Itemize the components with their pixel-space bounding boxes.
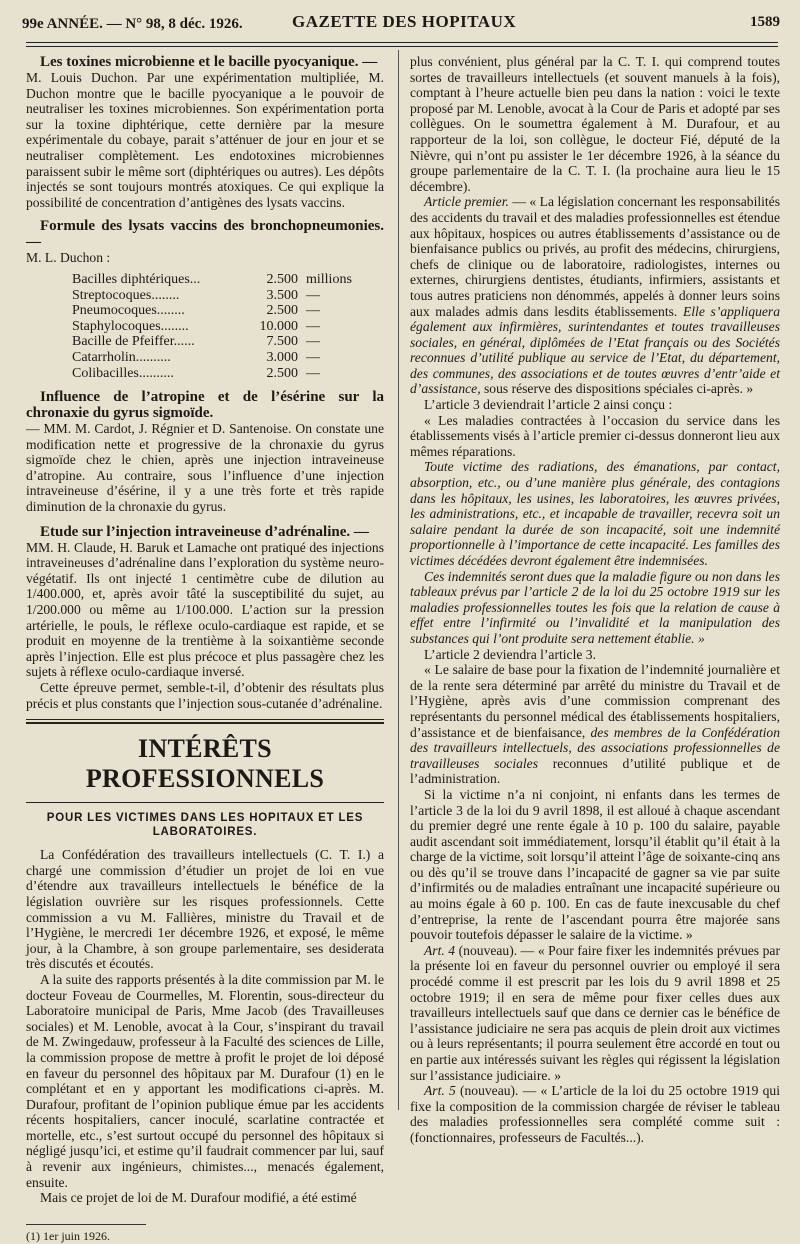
lysats-row: Bacille de Pfeiffer...... 7.500 —	[72, 334, 320, 350]
paragraph-maladies: « Les maladies contractées à l’occasion du service dans les établissements visés à l’article premier ci-dessus donneront lieu aux mêmes réparations.	[410, 412, 780, 459]
lysats-row: Staphylocoques........ 10.000 —	[72, 318, 320, 334]
paragraph-art-5: Art. 5 (nouveau). — « L’article de la loi du 25 octobre 1919 qui fixe la composition de la commission chargée de réviser le tableau des maladies professionnelles sera complété comme suit : (fonctionnaires, professeurs de Facultés...).	[410, 1083, 780, 1145]
lysats-row: Bacilles diphtériques... 2.500 millions	[72, 271, 352, 287]
lysats-row: Pneumocoques........ 2.500 —	[72, 303, 320, 319]
lysats-row: Colibacilles.......... 2.500 —	[72, 365, 320, 381]
article-title-atropine: Influence de l’atropine et de l’ésérine sur la chronaxie du gyrus sigmoïde.	[26, 389, 384, 422]
footnote-rule	[26, 1224, 146, 1225]
paragraph-art-4: Art. 4 (nouveau). — « Pour faire fixer les indemnités prévues par la présente loi en faveur du personnel ouvrier ou employé il sera procédé comme il est prescrit par les lois du 9 avril 1898 et 25 octobre 1919; il en sera de même pour fixer celles dues aux travailleurs intellectuels sauf que dans ce dernier cas le bénéfice de l’assistance judiciaire ne sera pas acquis de plein droit aux victimes ou à leurs représentants; il pourra seulement être accordé en tout ou en partie aux intéressés suivant les règles qui régissent la législation sur l’assistance judiciaire. »	[410, 942, 780, 1083]
article-title-adrenaline: Etude sur l’injection intraveineuse d’adrénaline. —	[40, 523, 369, 540]
column-divider	[398, 50, 399, 1110]
paragraph-indemnites: Ces indemnités seront dues que la maladie figure ou non dans les tableaux prévus par l’article 2 de la loi du 25 octobre 1919 sur les maladies professionnelles toutes les fois que la relation de cause à effet entre l’infirmité ou l’invalidité et la manipulation des substances qui l’ont produite sera nettement établie. »	[410, 568, 780, 646]
page-number: 1589	[750, 14, 780, 30]
issue-info: 99e ANNÉE. — N° 98, 8 déc. 1926.	[22, 16, 243, 32]
article-text-atropine: — MM. M. Cardot, J. Régnier et D. Santenoise. On constate une modification nette et progressive de la chronaxie du gyrus sigmoïde chez le chien, après une injection intraveineuse d’atropine. Au contraire, sous l’influence d’une injection intraveineuse d’ésérine, il y a une très forte et très rapide diminution de la chronaxie du gyrus.	[26, 421, 384, 515]
article-premier: Article premier. — « La législation concernant les responsabilités des accidents du travail et des maladies professionnelles est étendue aux hôpitaux, hospices ou autres établissements d’assistance ou de bienfaisance publics ou privés, au profit des médecins, chirurgiens, chefs de clinique ou de laboratoire, radiologistes, internes ou externes, chirurgiens dentistes, étudiants, infirmiers, assistants et tous autres praticiens non dénommés, appelés à donner leurs soins aux malades admis dans lesdits établissements. Elle s’appliquera également aux infirmières, surintendantes et toutes travailleuses sociales, en général, diplômées de l’Etat français ou des Sociétés reconnues d’utilité publique au service de l’Etat, du département, des communes, des associations et de toutes œuvres d’entr’aide et d’assistance, sous réserve des dispositions spéciales ci-après. »	[410, 194, 780, 397]
lysats-row: Streptocoques........ 3.500 —	[72, 287, 320, 303]
paragraph-rapports: A la suite des rapports présentés à la dite commission par M. le docteur Foveau de Courmelles, M. Florentin, sous-directeur du Laboratoire municipal de Paris, Mme Jacob (des Travailleuses sociales) et M. Lenoble, avocat à la Cour, s’inspirant du travail de M. Zwingedauw, professeur à la Faculté des sciences de Lille, la commission propose de mettre à profit le projet de loi déposé en faveur du personnel des hôpitaux par M. Durafour (1) en le complétant et en y apportant les modifications ci-après. M. Durafour, profitant de l’opinion publique émue par les accidents récents hospitaliers, cancer inoculé, scarlatine contractée et mortelle, etc., s’est surtout occupé du personnel des hôpitaux si négligé jusqu’ici, et estime qu’il faudrait commencer par lui, sauf à revenir aux ingénieurs, chimistes..., menacés également, ensuite.	[26, 971, 384, 1190]
paragraph-victime: Toute victime des radiations, des émanations, par contact, absorption, etc., ou d’une manière plus générale, des contagions dans les hôpitaux, les usines, les laboratoires, les œuvres privées, les administrations, etc., et incapable de travailler, recevra soit un salaire pendant la durée de son incapacité, soit une indemnité proportionnelle à l’importance de cette incapacité. Les familles des victimes décédées devront également être indemnisées.	[410, 459, 780, 568]
paragraph-projet: Mais ce projet de loi de M. Durafour modifié, a été estimé	[40, 1190, 357, 1206]
header-rule-secondary	[26, 46, 778, 47]
article-author-formule: M. L. Duchon :	[26, 250, 111, 266]
footnote: (1) 1er juin 1926.	[26, 1228, 110, 1243]
paragraph-article-2: L’article 2 deviendra l’article 3.	[424, 646, 596, 662]
article-text-toxines: M. Louis Duchon. Par une expérimentation multipliée, M. Duchon montre que le bacille pyocyanique a le pouvoir de neutraliser les toxines microbiennes. Son expérimentation porta sur la toxine diphtérique, cette dernière par la mesure expérimentale du cobaye, parait s’atténuer de jour en jour et se neutraliser complètement. Les endotoxines microbiennes paraissent subir le même sort (diphtériques ou autres). Les dépôts injectés se sont toujours montrés atoxiques. Ce qui explique la possibilité de concentration d’antigènes des lysats vaccins.	[26, 70, 384, 210]
article-title-formule: Formule des lysats vaccins des bronchopneumonies. —	[26, 218, 384, 251]
section-rule-thick	[26, 722, 384, 724]
lysats-table	[72, 272, 384, 381]
page-header	[22, 6, 782, 36]
article-text-adrenaline: MM. H. Claude, H. Baruk et Lamache ont pratiqué des injections intraveineuses d’adrénaline dans l’exploration du système neuro-végétatif. Ils ont injecté 1 centimètre cube de dilution au 1/400.000, et, après avoir tâté la susceptibilité du sujet, au 1/200.000 ou même au 1/100.000. L’action sur la pression artérielle, le pouls, le réflexe oculo-cardiaque est rapide, et se produit en moyenne de la trentième à la soixantième seconde après l’injection. Elle est plus précoce et plus passagère chez les sujets à réflexe oculo-cardiaque inversé.	[26, 539, 384, 680]
section-title: INTÉRÊTS PROFESSIONNELS	[85, 734, 325, 794]
paragraph-cti: La Confédération des travailleurs intellectuels (C. T. I.) a chargé une commission d’étudier un projet de loi en vue d’étendre aux travailleurs intellectuels le bénéfice de la législation ouvrière sur les risques professionnels. Cette commission a vu M. Fallières, ministre du Travail et de l’Hygiène, le mercredi 1er décembre 1926, et exposé, le même jour, à la Chambre, à son groupe parlementaire, ses desiderata très discutés et écoutés.	[26, 847, 384, 972]
article-title-toxines: Les toxines microbienne et le bacille pyocyanique. —	[40, 54, 378, 70]
section-rule	[26, 719, 384, 720]
section-title-rule	[26, 802, 384, 803]
header-rule	[26, 42, 778, 43]
journal-title: GAZETTE DES HOPITAUX	[292, 12, 517, 31]
paragraph-article-3: L’article 3 deviendrait l’article 2 ainsi conçu :	[424, 397, 673, 413]
section-subtitle: POUR LES VICTIMES DANS LES HOPITAUX ET LES LABORATOIRES.	[46, 812, 364, 839]
paragraph-salaire: « Le salaire de base pour la fixation de l’indemnité journalière et de la rente sera déterminé par arrêté du ministre du Travail et de l’Hygiène, après avis d’une commission comprenant des représentants du personnel médical des établissements hospitaliers, d’assistance et de bienfaisance, des membres de la Confédération des travailleurs intellectuels, des associations professionnelles de travailleuses sociales reconnues d’utilité publique et de l’administration.	[410, 662, 780, 787]
left-column	[26, 54, 384, 1244]
lysats-row: Catarrholin.......... 3.000 —	[72, 349, 320, 365]
article-text-adrenaline-2: Cette épreuve permet, semble-t-il, d’obtenir des résultats plus précis et plus constants que l’injection sous-cutanée d’adrénaline.	[26, 680, 384, 711]
paragraph-continuation: plus convénient, plus général par la C. T. I. qui comprend toutes sortes de travailleurs intellectuels (et souvent manuels à la fois), comptant à l’heure actuelle bien peu dans la nation : voici le texte proposé par M. Lenoble, avocat à la Cour de Paris et adopté par ses collègues. On le soumettra également à M. Durafour, et au rapporteur de la loi, son collègue, le docteur Fié, député de la Nièvre, qui n’ont pu assister le 1er décembre 1926, à la séance du groupe parlementaire de la C. T. I. (la prochaine aura lieu le 15 décembre).	[410, 54, 780, 194]
paragraph-victime-ascendant: Si la victime n’a ni conjoint, ni enfants dans les termes de l’article 3 de la loi du 9 avril 1898, il est alloué à chaque ascendant du premier degré une rente égale à 10 p. 100 du salaire, payable audit ascendant soit immédiatement, lorsqu’il établit qu’il était à la charge de la victime, soit lorsqu’il atteint l’âge de soixante-cinq ans ou dès qu’il se trouve dans l’incapacité de gagner sa vie par suite d’infirmités ou de maladies entraînant une incapacité supérieure ou au moins égale à 60 p. 100. En cas de faute inexcusable du chef d’entreprise, la rente de l’ascendant pourra être majorée sans pouvoir toutefois dépasser le salaire de la victime. »	[410, 786, 780, 943]
right-column	[410, 54, 780, 1146]
